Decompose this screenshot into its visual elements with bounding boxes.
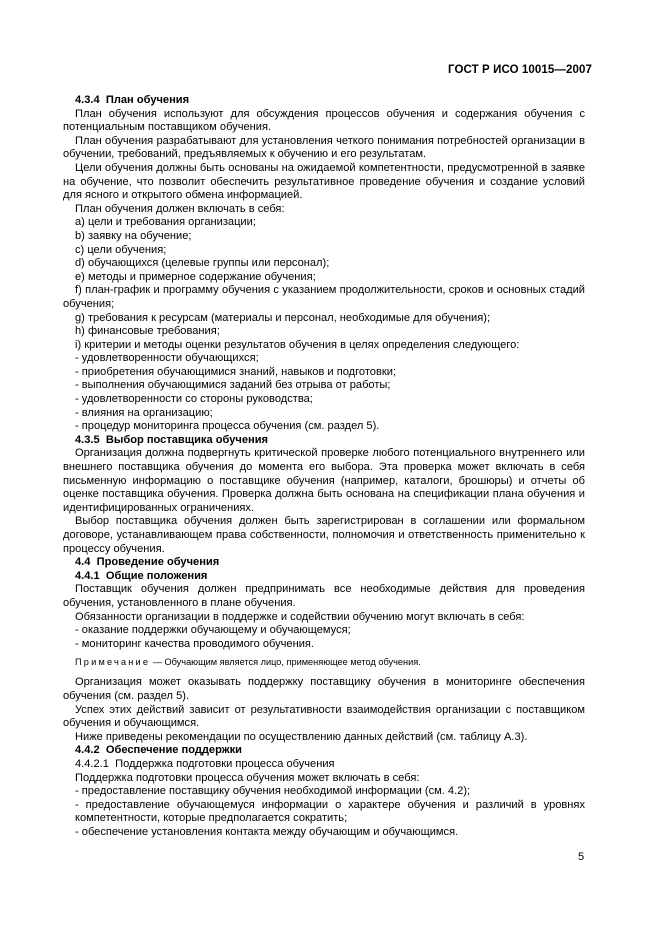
subsection-number: 4.4.2.1 — [75, 757, 109, 770]
dash-item: - оказание поддержки обучающему и обучающемуся; — [75, 624, 351, 637]
page-number: 5 — [578, 851, 585, 863]
list-item-b: b) заявку на обучение; — [75, 229, 192, 242]
subsection-title: Поддержка подготовки процесса обучения — [115, 757, 335, 770]
list-item-i: i) критерии и методы оценки результатов обучения в целях определения следующего: — [75, 338, 520, 351]
list-item-g: g) требования к ресурсам (материалы и персонал, необходимые для обучения); — [75, 311, 491, 324]
paragraph: Успех этих действий зависит от результативности взаимодействия организации с поставщиком обучения и обучающимся. — [63, 703, 585, 730]
list-item-e: e) методы и примерное содержание обучения; — [75, 270, 316, 283]
dash-item: - удовлетворенности со стороны руководства; — [75, 393, 313, 406]
list-item-h: h) финансовые требования; — [75, 325, 220, 338]
dash-item: - обеспечение установления контакта между обучающим и обучающимся. — [75, 825, 459, 838]
list-item-d: d) обучающихся (целевые группы или персонал); — [75, 257, 330, 270]
paragraph: Организация может оказывать поддержку поставщику обучения в мониторинге обеспечения обучения (см. раздел 5). — [63, 676, 585, 702]
paragraph: Поддержка подготовки процесса обучения может включать в себя: — [75, 771, 420, 784]
section-title: Общие положения — [105, 569, 208, 582]
paragraph: Цели обучения должны быть основаны на ожидаемой компетентности, предусмотренной в заявке на обучение, что позволит обеспечить результативное проведение обучения и создание условий для ясного и открытого обмена информацией. — [63, 161, 585, 202]
dash-item: - предоставление поставщику обучения необходимой информации (см. 4.2); — [75, 785, 471, 798]
list-item-f: f) план-график и программу обучения с указанием продолжительности, сроков и основных стадий обучения; — [63, 284, 585, 310]
dash-item: - удовлетворенности обучающихся; — [75, 352, 259, 365]
paragraph: Ниже приведены рекомендации по осуществлению данных действий (см. таблицу А.3). — [75, 730, 528, 743]
section-title: Выбор поставщика обучения — [105, 433, 268, 446]
dash-item: - выполнения обучающимися заданий без отрыва от работы; — [75, 379, 391, 392]
section-number: 4.3.5 — [75, 433, 100, 446]
paragraph: Выбор поставщика обучения должен быть зарегистрирован в соглашении или формальном договоре, устанавливающем права собственности, полномочия и ответственность применительно к процессу обучения. — [63, 515, 585, 555]
section-title: План обучения — [105, 94, 190, 106]
dash-item: - влияния на организацию; — [75, 406, 213, 419]
page-content — [63, 94, 585, 839]
dash-item: - приобретения обучающимися знаний, навыков и подготовки; — [75, 365, 396, 378]
dash-item: - мониторинг качества проводимого обучения. — [75, 637, 315, 650]
section-heading-4-4 — [63, 556, 585, 570]
paragraph: План обучения должен включать в себя: — [75, 202, 285, 215]
note-label: Примечание — [75, 657, 151, 668]
paragraph: План обучения разрабатывают для установления четкого понимания потребностей организации в обучении, требований, предъявляемых к обучению и его результатам. — [63, 134, 585, 161]
section-number: 4.4 — [75, 556, 91, 569]
section-heading-4-4-2 — [63, 744, 585, 758]
subsection-heading-4-4-2-1 — [63, 758, 585, 772]
section-title: Проведение обучения — [96, 556, 220, 569]
section-title: Обеспечение поддержки — [105, 744, 242, 757]
dash-item: - предоставление обучающемуся информации о характере обучения и различий в уровнях компетентности, которые предполагается сократить; — [75, 798, 585, 825]
list-item-a: a) цели и требования организации; — [75, 216, 256, 229]
paragraph: Поставщик обучения должен предпринимать все необходимые действия для проведения обучения, установленного в плане обучения. — [63, 583, 585, 609]
note — [63, 656, 585, 668]
dash-item: - процедур мониторинга процесса обучения (см. раздел 5). — [75, 420, 380, 433]
paragraph: Обязанности организации в поддержке и содействии обучению могут включать в себя: — [75, 610, 525, 623]
paragraph: План обучения используют для обсуждения процессов обучения и содержания обучения с потенциальным поставщиком обучения. — [63, 107, 585, 134]
section-heading-4-4-1 — [63, 570, 585, 584]
document-header: ГОСТ Р ИСО 10015—2007 — [447, 64, 592, 76]
section-heading-4-3-5 — [63, 434, 585, 448]
section-number: 4.4.2 — [75, 744, 100, 757]
section-heading-4-3-4 — [63, 94, 585, 108]
paragraph: Организация должна подвергнуть критической проверке любого потенциального внутреннего или внешнего поставщика обучения до момента его выбора. Эта проверка может включать в себя письменную информацию о поставщике обучения (например, каталоги, брошюры) и отчеты об оценке поставщика обучения. Проверка должна быть основана на спецификации плана обучения и идентифицированных ограничениях. — [63, 447, 585, 514]
section-number: 4.4.1 — [75, 569, 100, 582]
list-item-c: c) цели обучения; — [75, 243, 167, 256]
note-text: — Обучающим является лицо, применяющее метод обучения. — [150, 657, 421, 668]
section-number: 4.3.4 — [75, 94, 100, 106]
